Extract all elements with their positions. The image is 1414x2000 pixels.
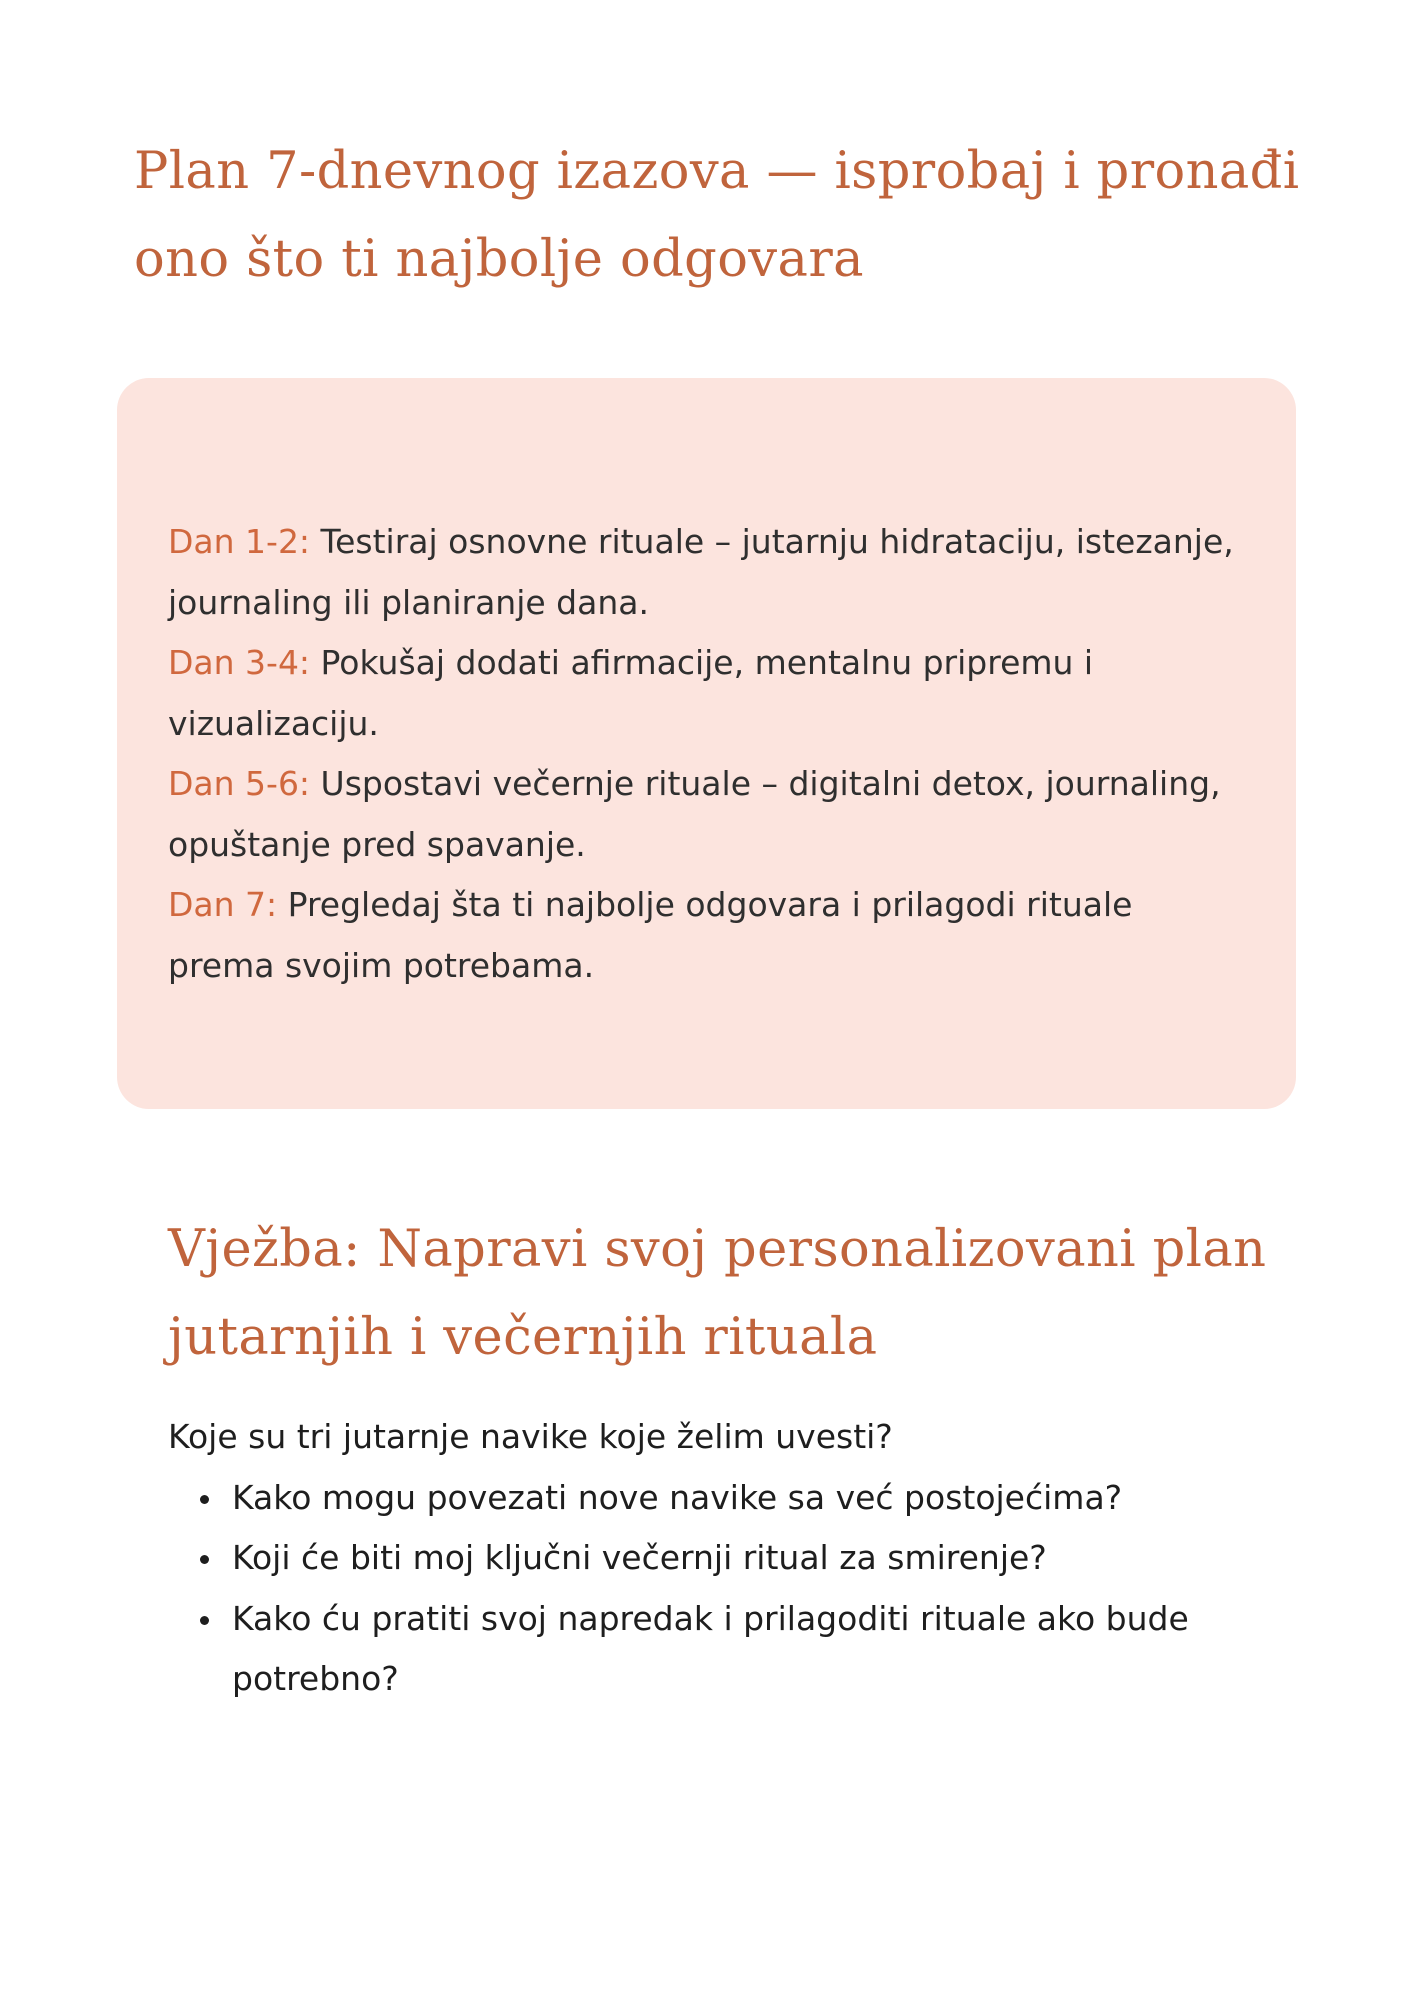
day-text: Testiraj osnovne rituale – jutarnju hidrataciju, istezanje, [310, 522, 1234, 561]
day-text-continued: opuštanje pred spavanje. [168, 824, 586, 864]
bullet-icon [200, 1555, 209, 1564]
day-text-continued: journaling ili planiranje dana. [168, 582, 649, 622]
plan-day-5-6 [168, 754, 1268, 875]
exercise-questions [168, 1407, 1268, 1710]
day-text: Pokušaj dodati afirmacije, mentalnu pripremu i [310, 643, 1094, 682]
intro-question: Koje su tri jutarnje navike koje želim uvesti? [168, 1417, 893, 1456]
challenge-plan-list [168, 512, 1268, 996]
bullet-icon [200, 1495, 209, 1504]
bullet-icon [200, 1616, 209, 1625]
day-label: Dan 7: [168, 885, 278, 924]
exercise-title [168, 1206, 1266, 1382]
question-item [232, 1589, 1268, 1710]
page-title-line-1: Plan 7-dnevnog izazova — isprobaj i pronađi [134, 142, 1300, 201]
question-text: Kako ću pratiti svoj napredak i prilagoditi rituale ako bude [232, 1598, 1189, 1638]
plan-day-line [168, 633, 1268, 694]
day-text-continued: prema svojim potrebama. [168, 945, 595, 985]
question-item [232, 1528, 1268, 1589]
day-text-continued: vizualizaciju. [168, 703, 379, 743]
exercise-title-line-2: jutarnjih i večernjih rituala [168, 1308, 878, 1367]
plan-day-line [168, 875, 1268, 936]
day-text: Pregledaj šta ti najbolje odgovara i prilagodi rituale [277, 885, 1133, 924]
day-label: Dan 3-4: [168, 643, 311, 682]
day-text: Uspostavi večernje rituale – digitalni detox, journaling, [310, 764, 1221, 803]
question-item [232, 1468, 1268, 1529]
page-title [134, 128, 1299, 304]
day-label: Dan 5-6: [168, 764, 311, 803]
question-text-continued: potrebno? [232, 1659, 399, 1698]
plan-day-7 [168, 875, 1268, 996]
plan-day-3-4 [168, 633, 1268, 754]
exercise-title-line-1: Vježba: Napravi svoj personalizovani plan [168, 1220, 1267, 1279]
day-label: Dan 1-2: [168, 522, 311, 561]
plan-day-1-2 [168, 512, 1268, 633]
plan-day-line [168, 754, 1268, 815]
question-list [168, 1468, 1268, 1710]
plan-day-line [168, 512, 1268, 573]
question-text: Koji će biti moj ključni večernji ritual za smirenje? [232, 1538, 1047, 1577]
question-text: Kako mogu povezati nove navike sa već postojećima? [232, 1477, 1123, 1517]
page-title-line-2: ono što ti najbolje odgovara [134, 230, 864, 289]
